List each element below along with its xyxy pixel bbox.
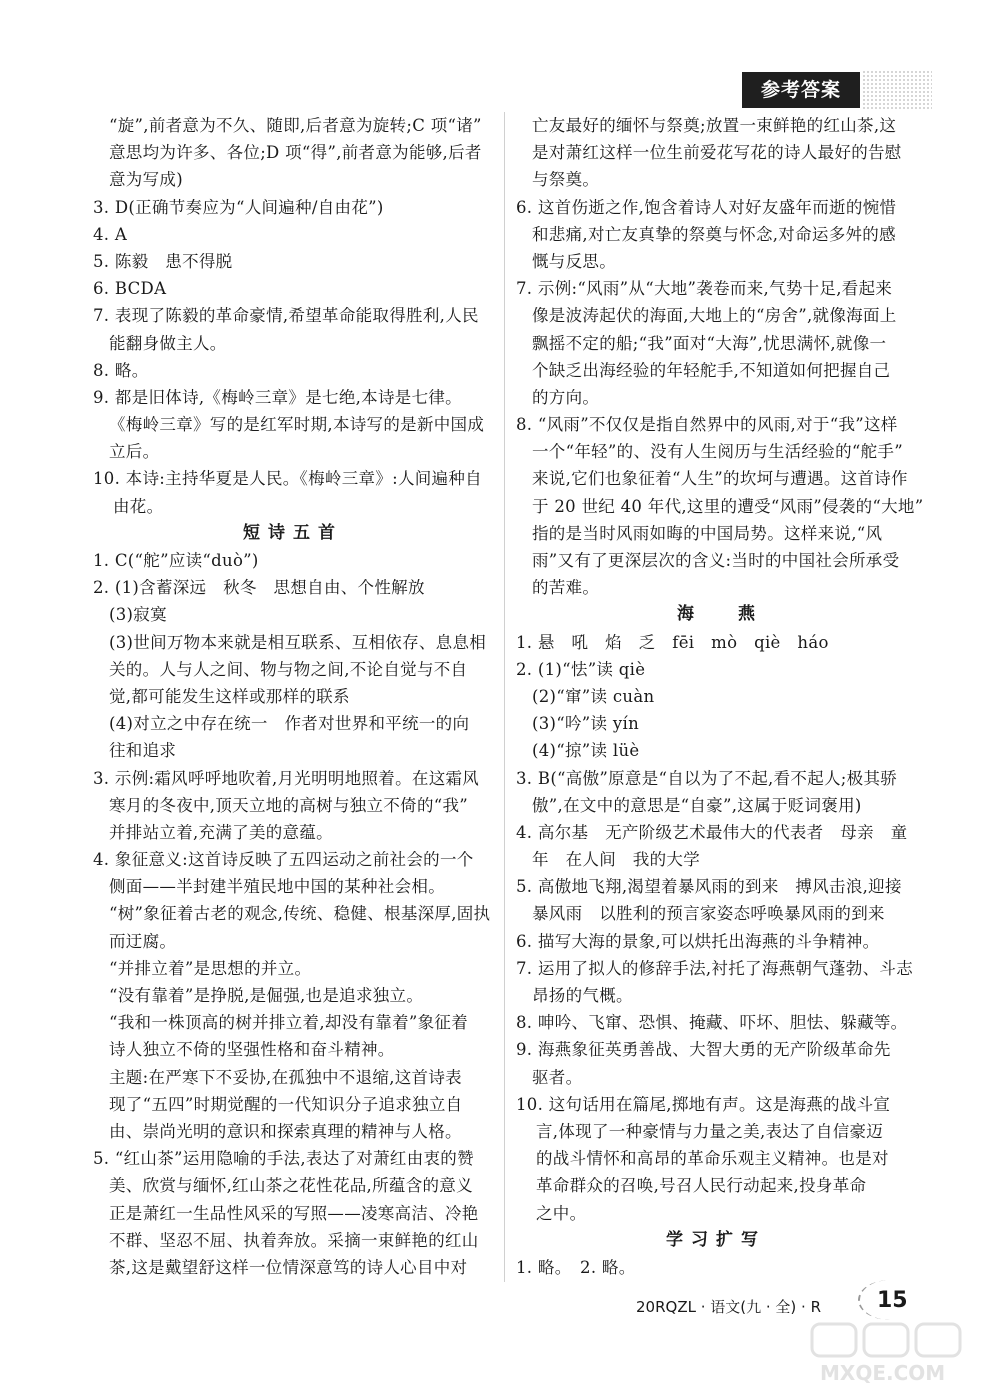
answer-line: 美、欣赏与缅怀,红山茶之花性花品,所蕴含的意义 — [109, 1176, 473, 1196]
answer-line: 4. 象征意义:这首诗反映了五四运动之前社会的一个 — [93, 850, 474, 870]
answer-line: 意为写成) — [109, 170, 183, 190]
answer-line: 10. 这句话用在篇尾,掷地有声。这是海燕的战斗宣 — [516, 1094, 891, 1114]
answer-line: 1. 悬 吼 焰 乏 fēi mò qiè háo — [516, 632, 829, 652]
answer-line: (2)“窜”读 cuàn — [532, 686, 655, 706]
column-divider — [504, 112, 505, 1282]
answer-line: 由花。 — [113, 496, 164, 516]
answer-line: 《梅岭三章》写的是红军时期,本诗写的是新中国成 — [109, 415, 485, 435]
answer-line: 8. 呻吟、飞窜、恐惧、掩藏、吓坏、胆怯、躲藏等。 — [516, 1013, 908, 1033]
answer-line: 的方向。 — [532, 387, 600, 407]
answer-line: 9. 都是旧体诗,《梅岭三章》是七绝,本诗是七律。 — [93, 387, 462, 407]
answer-line: 觉,都可能发生这样或那样的联系 — [109, 686, 350, 706]
answer-line: (3)世间万物本来就是相互联系、互相依存、息息相 — [109, 632, 487, 652]
left-column — [93, 112, 493, 1281]
answer-line: 个缺乏出海经验的年轻舵手,不知道如何把握自己 — [532, 360, 891, 380]
answer-line: 亡友最好的缅怀与祭奠;放置一束鲜艳的红山茶,这 — [532, 116, 897, 135]
answer-line: 9. 海燕象征英勇善战、大智大勇的无产阶级革命先 — [516, 1040, 891, 1060]
answer-line: 革命群众的召唤,号召人民行动起来,投身革命 — [536, 1176, 867, 1196]
answer-line: 往和追求 — [109, 741, 177, 761]
answer-line: 由、崇尚光明的意识和探索真理的精神与人格。 — [109, 1121, 462, 1141]
answer-line: (3)寂寞 — [109, 605, 167, 625]
answer-line: 于 20 世纪 40 年代,这里的遭受“风雨”侵袭的“大地” — [532, 496, 924, 516]
answer-line: 立后。 — [109, 442, 160, 462]
answer-line: 昂扬的气概。 — [532, 986, 633, 1005]
answer-line: 1. 略。 2. 略。 — [516, 1257, 636, 1277]
answer-line: 诗人独立不倚的坚强性格和奋斗精神。 — [109, 1040, 395, 1060]
answer-key-badge: 参考答案 — [742, 72, 860, 108]
answer-line: “我和一株顶高的树并排立着,却没有靠着”象征着 — [109, 1013, 469, 1033]
answer-line: 慨与反思。 — [532, 251, 616, 271]
answer-line: 2. (1)含蓄深远 秋冬 思想自由、个性解放 — [93, 578, 425, 598]
answer-line: 关的。人与人之间、物与物之间,不论自觉与不自 — [109, 659, 468, 679]
answer-line: 5. “红山茶”运用隐喻的手法,表达了对萧红由衷的赞 — [93, 1149, 474, 1169]
answer-line: 来说,它们也象征着“人生”的坎坷与遭遇。这首诗作 — [532, 469, 908, 489]
answer-line: 6. 描写大海的景象,可以烘托出海燕的斗争精神。 — [516, 931, 880, 951]
answer-line: 5. 高傲地飞翔,渴望着暴风雨的到来 搏风击浪,迎接 — [516, 877, 902, 897]
answer-line: 正是萧红一生品性风采的写照——凌寒高洁、冷艳 — [109, 1203, 479, 1223]
answer-line: 年 在人间 我的大学 — [532, 850, 700, 870]
answer-line: 意思均为许多、各位;D 项“得”,前者意为能够,后者 — [109, 143, 482, 163]
answer-line: 能翻身做主人。 — [109, 333, 227, 353]
answer-line: 言,体现了一种豪情与力量之美,表达了自信豪迈 — [536, 1121, 884, 1141]
answer-line: 不群、坚忍不屈、执着奔放。采摘一束鲜艳的红山 — [109, 1230, 479, 1250]
answer-line: 6. BCDA — [93, 279, 167, 299]
answer-line: 与祭奠。 — [532, 170, 600, 190]
answer-line: 暴风雨 以胜利的预言家姿态呼唤暴风雨的到来 — [532, 904, 885, 924]
answer-line: “旋”,前者意为不久、随即,后者意为旋转;C 项“诸” — [109, 116, 482, 135]
answer-line: “树”象征着古老的观念,传统、稳健、根基深厚,固执 — [109, 904, 491, 924]
answer-line: 茶,这是戴望舒这样一位情深意笃的诗人心目中对 — [109, 1257, 468, 1277]
answer-line: 4. 高尔基 无产阶级艺术最伟大的代表者 母亲 童 — [516, 822, 908, 842]
answer-line: 像是波涛起伏的海面,大地上的“房舍”,就像海面上 — [532, 306, 897, 326]
page-number: 15 — [877, 1288, 908, 1313]
answer-line: 寒月的冬夜中,顶天立地的高树与独立不倚的“我” — [109, 795, 469, 815]
answer-line: 8. “风雨”不仅仅是指自然界中的风雨,对于“我”这样 — [516, 415, 898, 435]
answer-line: (4)“掠”读 lüè — [532, 741, 640, 761]
answer-line: 5. 陈毅 患不得脱 — [93, 251, 233, 271]
answer-line: 3. 示例:霜风呼呼地吹着,月光明明地照着。在这霜风 — [93, 768, 480, 788]
answer-line: 而迂腐。 — [109, 931, 177, 951]
answer-line: 驱者。 — [532, 1067, 583, 1087]
answer-line: 雨”又有了更深层次的含义:当时的中国社会所承受 — [532, 551, 900, 570]
answer-line: “并排立着”是思想的并立。 — [109, 958, 312, 978]
answer-line: “没有靠着”是挣脱,是倔强,也是追求独立。 — [109, 986, 424, 1005]
answer-line: 7. 表现了陈毅的革命豪情,希望革命能取得胜利,人民 — [93, 306, 479, 326]
right-column — [516, 112, 924, 1281]
footer-book-code: 20RQZL · 语文(九 · 全) · R — [636, 1298, 821, 1316]
answer-line: 1. C(“舵”应读“duò”) — [93, 551, 259, 570]
answer-line: 6. 这首伤逝之作,饱含着诗人对好友盛年而逝的惋惜 — [516, 197, 897, 217]
answer-line: 8. 略。 — [93, 360, 149, 380]
section-heading: 海燕 — [677, 604, 799, 625]
answer-line: 指的是当时风雨如晦的中国局势。这样来说,“风 — [532, 523, 883, 543]
answer-line: 的苦难。 — [532, 578, 600, 598]
section-heading: 短诗五首 — [243, 522, 343, 543]
answer-line: 7. 示例:“风雨”从“大地”袭卷而来,气势十足,看起来 — [516, 279, 893, 299]
answer-line: 一个“年轻”的、没有人生阅历与生活经验的“舵手” — [532, 442, 903, 462]
answer-line: (3)“吟”读 yín — [532, 714, 640, 734]
answer-line: 现了“五四”时期觉醒的一代知识分子追求独立自 — [109, 1094, 463, 1114]
answer-line: 主题:在严寒下不妥协,在孤独中不退缩,这首诗表 — [109, 1067, 462, 1087]
answer-line: 10. 本诗:主持华夏是人民。《梅岭三章》:人间遍种自 — [93, 469, 482, 489]
answer-line: 2. (1)“怯”读 qiè — [516, 659, 646, 679]
header-decoration — [862, 70, 932, 110]
answer-line: 飘摇不定的船;“我”面对“大海”,忧思满怀,就像一 — [532, 333, 887, 353]
answer-line: 之中。 — [536, 1203, 587, 1223]
answer-line: (4)对立之中存在统一 作者对世界和平统一的向 — [109, 714, 470, 734]
answer-line: 和悲痛,对亡友真挚的祭奠与怀念,对命运多舛的感 — [532, 224, 896, 244]
answer-line: 的战斗情怀和高昂的革命乐观主义精神。也是对 — [536, 1149, 889, 1169]
answer-line: 4. A — [93, 224, 128, 244]
answer-line: 7. 运用了拟人的修辞手法,衬托了海燕朝气蓬勃、斗志 — [516, 958, 914, 978]
section-heading: 学习扩写 — [666, 1229, 766, 1250]
answer-line: 是对萧红这样一位生前爱花写花的诗人最好的告慰 — [532, 143, 902, 163]
answer-line: 并排站立着,充满了美的意蕴。 — [109, 822, 333, 842]
answer-line: 侧面——半封建半殖民地中国的某种社会相。 — [109, 877, 445, 897]
svg-text:MXQE.COM: MXQE.COM — [820, 1361, 946, 1385]
watermark-logo — [808, 1318, 988, 1386]
answer-line: 傲”,在文中的意思是“自豪”,这属于贬词褒用) — [532, 795, 862, 815]
answer-line: 3. B(“高傲”原意是“自以为了不起,看不起人;极其骄 — [516, 768, 898, 788]
answer-line: 3. D(正确节奏应为“人间遍种/自由花”) — [93, 197, 384, 217]
